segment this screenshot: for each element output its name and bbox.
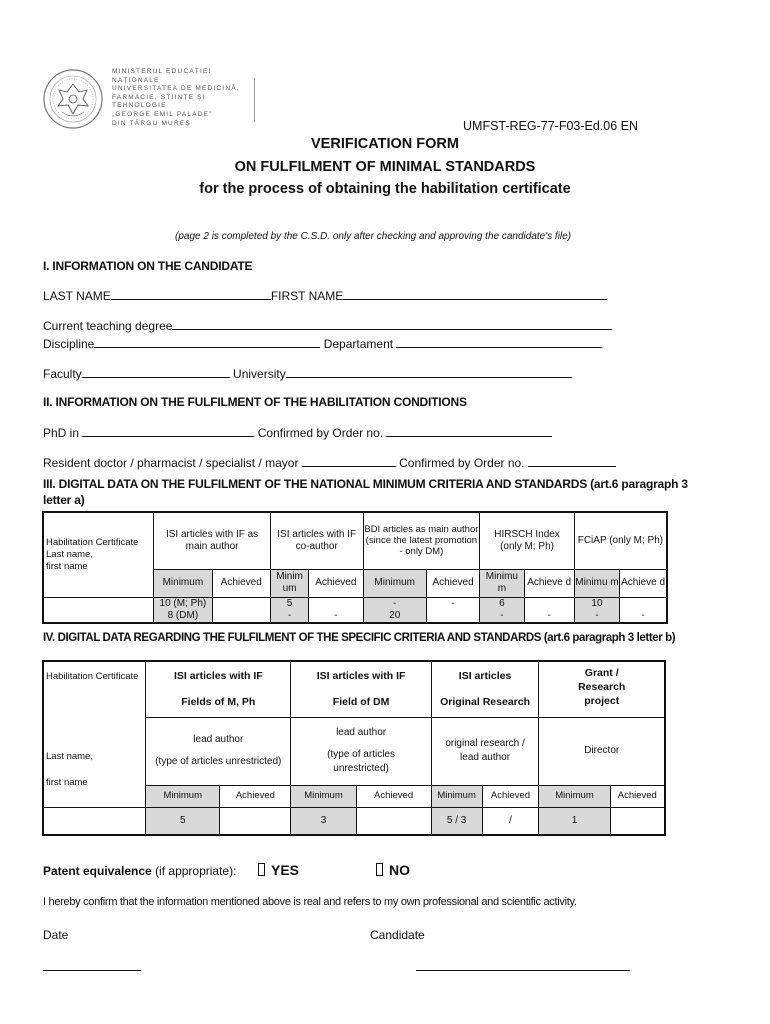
date-signature-line[interactable]: [43, 970, 141, 971]
section-3-heading: III. DIGITAL DATA ON THE FULFILMENT OF THE NATIONAL MINIMUM CRITERIA AND STANDARDS (art.6 paragraph 3 letter a): [43, 477, 688, 507]
section-2-heading: II. INFORMATION ON THE FULFILMENT OF THE HABILITATION CONDITIONS: [43, 395, 467, 409]
grant-header: Grant / Research project: [539, 661, 665, 717]
grant-achieved-value[interactable]: [610, 807, 665, 835]
yes-checkbox-box[interactable]: [258, 863, 265, 876]
first-name-field[interactable]: [343, 288, 607, 300]
resident-row: [43, 455, 616, 470]
candidate-header-cell-2: Habilitation Certificate Last name, first name: [43, 661, 146, 807]
last-name-field[interactable]: [111, 288, 271, 300]
form-purpose: for the process of obtaining the habilitation certificate: [199, 181, 571, 197]
hirsch-achieved-value[interactable]: -: [524, 597, 574, 623]
hirsch-header: HIRSCH Index (only M; Ph): [480, 512, 575, 569]
no-checkbox-box[interactable]: [376, 863, 383, 876]
yes-checkbox[interactable]: [258, 862, 299, 878]
isi-dm-sub: lead author (type of articles unrestricted): [291, 717, 431, 785]
grant-minimum-label: Minimum: [539, 785, 610, 807]
phd-order-field[interactable]: [386, 425, 552, 437]
isi-original-header: ISI articles Original Research: [431, 661, 539, 717]
resident-order-label: Confirmed by Order no.: [399, 456, 525, 470]
mph-minimum-value: 5: [146, 807, 220, 835]
phd-field[interactable]: [82, 425, 254, 437]
isi-mph-sub: lead author (type of articles unrestricted): [146, 717, 291, 785]
document-code: UMFST-REG-77-F03-Ed.06 EN: [463, 119, 639, 133]
discipline-row: [43, 336, 602, 351]
no-label: NO: [389, 862, 410, 878]
original-achieved-label: Achieved: [482, 785, 539, 807]
patent-note: (if appropriate):: [155, 864, 237, 878]
fciap-minimum-value: 10 -: [574, 597, 619, 623]
original-minimum-label: Minimum: [431, 785, 482, 807]
candidate-header-cell: Habilitation Certificate Last name, first name: [43, 512, 154, 597]
form-subtitle: ON FULFILMENT OF MINIMAL STANDARDS: [234, 159, 536, 175]
patent-label: Patent equivalence: [43, 864, 152, 878]
faculty-label: Faculty: [43, 367, 82, 381]
grant-achieved-label: Achieved: [610, 785, 665, 807]
candidate-name-cell[interactable]: [43, 597, 154, 623]
isi-main-header: ISI articles with IF as main author: [154, 512, 271, 569]
section-1-heading: I. INFORMATION ON THE CANDIDATE: [43, 259, 253, 273]
yes-label: YES: [271, 862, 300, 878]
candidate-signature-line[interactable]: [416, 970, 630, 971]
bdi-minimum-label: Minimum: [363, 569, 426, 597]
original-achieved-value[interactable]: /: [482, 807, 539, 835]
phd-order-label: Confirmed by Order no.: [257, 426, 384, 440]
national-criteria-table: [42, 511, 668, 624]
candidate-label: Candidate: [370, 928, 425, 942]
isi-dm-header: ISI articles with IF Field of DM: [291, 661, 431, 717]
section-4-heading: IV. DIGITAL DATA REGARDING THE FULFILMENT OF THE SPECIFIC CRITERIA AND STANDARDS (art.6 paragraph 3 letter b): [43, 632, 676, 644]
name-row: [43, 288, 607, 303]
hirsch-minimum-value: 6 -: [480, 597, 524, 623]
faculty-row: [43, 366, 572, 381]
bdi-minimum-value: - 20: [363, 597, 426, 623]
isi-co-minimum-label: Minim um: [270, 569, 308, 597]
first-name-label: FIRST NAME: [270, 289, 344, 303]
fciap-achieved-value[interactable]: -: [620, 597, 667, 623]
isi-co-achieved-label: Achieved: [309, 569, 363, 597]
university-field[interactable]: [286, 366, 572, 378]
candidate-name-cell-2[interactable]: [43, 807, 146, 835]
grant-sub: Director: [539, 717, 665, 785]
isi-main-achieved-label: Achieved: [212, 569, 270, 597]
dm-minimum-label: Minimum: [291, 785, 356, 807]
department-field[interactable]: [396, 336, 602, 348]
specific-criteria-table: [42, 660, 666, 836]
department-label: Departament: [323, 337, 394, 351]
date-label: Date: [43, 928, 69, 942]
teaching-degree-row: [43, 318, 612, 333]
university-label: University: [233, 367, 286, 381]
fciap-header: FCiAP (only M; Ph): [574, 512, 667, 569]
resident-order-field[interactable]: [528, 455, 616, 467]
fciap-achieved-label: Achieve d: [620, 569, 667, 597]
teaching-degree-label: Current teaching degree: [43, 319, 173, 333]
bdi-header: BDI articles as main author (since the latest promotion - only DM): [363, 512, 480, 569]
fciap-minimum-label: Minimu m: [574, 569, 619, 597]
resident-field[interactable]: [302, 455, 396, 467]
patent-equivalence: [43, 864, 236, 878]
dm-minimum-value: 3: [291, 807, 356, 835]
original-minimum-value: 5 / 3: [431, 807, 482, 835]
bdi-achieved-value[interactable]: -: [426, 597, 479, 623]
no-checkbox[interactable]: [376, 862, 410, 878]
bdi-achieved-label: Achieved: [426, 569, 479, 597]
mph-achieved-value[interactable]: [220, 807, 291, 835]
page-note: (page 2 is completed by the C.S.D. only after checking and approving the candidate's file): [175, 231, 572, 242]
university-seal-icon: [42, 68, 104, 130]
last-name-label: LAST NAME: [43, 289, 111, 303]
mph-achieved-label: Achieved: [220, 785, 291, 807]
hirsch-minimum-label: Minimu m: [480, 569, 524, 597]
isi-main-achieved-value[interactable]: [212, 597, 270, 623]
phd-row: [43, 425, 552, 440]
isi-mph-header: ISI articles with IF Fields of M, Ph: [146, 661, 291, 717]
isi-co-achieved-value[interactable]: -: [309, 597, 363, 623]
institution-name: MINISTERUL EDUCAȚIEI NAȚIONALE UNIVERSITATEA DE MEDICINĂ, FARMACIE, ȘTIINȚE ȘI TEHNOLOGIE „GEORGE EMIL PALADE” DIN TÂRGU MUREȘ: [112, 68, 240, 127]
hirsch-achieved-label: Achieve d: [524, 569, 574, 597]
isi-original-sub: original research / lead author: [431, 717, 539, 785]
confirmation-statement: I hereby confirm that the information mentioned above is real and refers to my own professional and scientific activity.: [43, 896, 577, 908]
header-divider: [254, 78, 255, 122]
isi-main-minimum-label: Minimum: [154, 569, 212, 597]
dm-achieved-label: Achieved: [356, 785, 431, 807]
discipline-label: Discipline: [43, 337, 95, 351]
phd-label: PhD in: [43, 426, 80, 440]
mph-minimum-label: Minimum: [146, 785, 220, 807]
teaching-degree-field[interactable]: [172, 318, 612, 330]
isi-main-minimum-value: 10 (M; Ph) 8 (DM): [154, 597, 212, 623]
isi-co-minimum-value: 5 -: [270, 597, 308, 623]
form-title: VERIFICATION FORM: [311, 136, 459, 152]
dm-achieved-value[interactable]: [356, 807, 431, 835]
resident-label: Resident doctor / pharmacist / specialist / mayor: [43, 456, 299, 470]
grant-minimum-value: 1: [539, 807, 610, 835]
isi-co-header: ISI articles with IF co-author: [270, 512, 363, 569]
discipline-field[interactable]: [94, 336, 320, 348]
faculty-field[interactable]: [82, 366, 230, 378]
